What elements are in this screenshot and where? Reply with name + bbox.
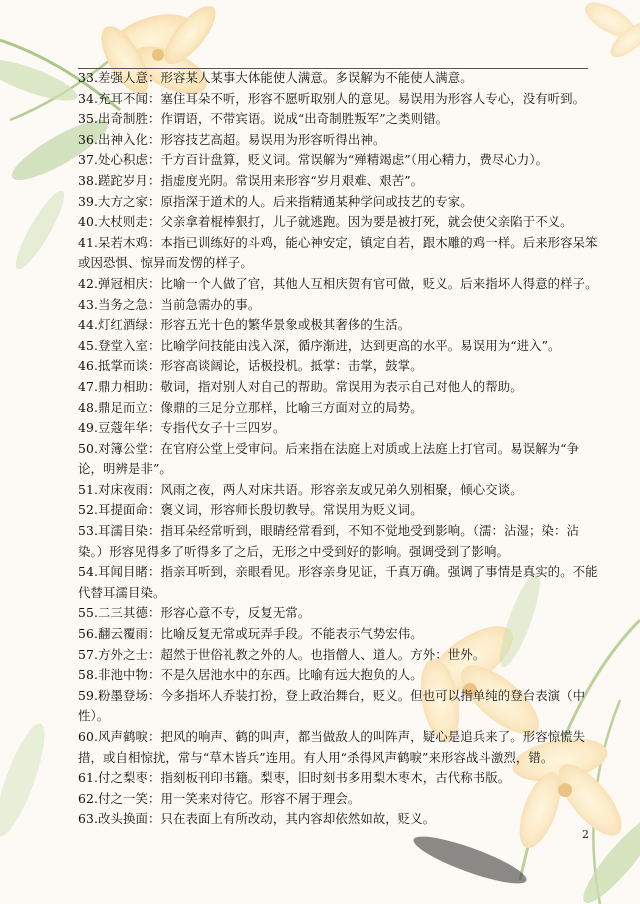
entry-term: 鼎力相助 <box>98 378 148 394</box>
entry-term: 当务之急 <box>98 296 148 312</box>
entry-term: 二三其德 <box>98 605 148 621</box>
entry-number: 38. <box>78 172 99 188</box>
idiom-entry <box>78 480 598 501</box>
entry-term: 登堂入室 <box>98 337 148 353</box>
entry-definition: ：形容技艺高超。易误用为形容听得出神。 <box>147 131 386 147</box>
entry-number: 41. <box>78 234 99 250</box>
entry-definition: ：超然于世俗礼教之外的人。也指僧人、道人。方外：世外。 <box>147 646 486 662</box>
entry-number: 53. <box>78 523 99 539</box>
entry-number: 47. <box>78 378 99 394</box>
entry-definition: ：指亲耳听到，亲眼看见。形容亲身见证，千真万确。强调了事情是真实的。不能代替耳濡目染。 <box>78 564 598 600</box>
idiom-entry <box>78 377 598 398</box>
idiom-entry <box>78 439 598 480</box>
entry-definition: ：千方百计盘算，贬义词。常误解为“殚精竭虑”（用心精力，费尽心力）。 <box>147 152 549 168</box>
entry-number: 34. <box>78 90 99 106</box>
entry-term: 耳闻目睹 <box>98 564 148 580</box>
entry-term: 耳濡目染 <box>98 523 148 539</box>
entry-number: 36. <box>78 131 99 147</box>
entry-term: 改头换面 <box>98 811 148 827</box>
entry-definition: ：本指已训练好的斗鸡，能心神安定，镇定自若，跟木雕的鸡一样。后来形容呆笨或因恐惧、惊异而发愣的样子。 <box>78 234 598 271</box>
entry-number: 42. <box>78 275 99 291</box>
entry-term: 风声鹤唳 <box>98 729 148 744</box>
entry-number: 52. <box>78 502 99 518</box>
entry-number: 33. <box>78 70 99 85</box>
entry-term: 付之梨枣 <box>98 770 148 786</box>
entry-definition: ：比喻反复无常或玩弄手段。不能表示气势宏伟。 <box>147 626 423 642</box>
idiom-entry <box>78 521 598 562</box>
entry-number: 40. <box>78 214 99 230</box>
entry-definition: ：父亲拿着棍棒狠打，儿子就逃跑。因为要是被打死，就会使父亲陷于不义。 <box>147 214 573 230</box>
entry-definition: ：今多指坏人乔装打扮，登上政治舞台，贬义。但也可以指单纯的登台表演（中性）。 <box>78 687 586 724</box>
entry-number: 57. <box>78 646 99 662</box>
entry-definition: ：塞住耳朵不听，形容不愿听取别人的意见。易误用为形容人专心，没有听到。 <box>147 90 586 106</box>
entry-term: 耳提面命 <box>98 502 148 518</box>
entry-number: 48. <box>78 399 99 415</box>
entry-number: 62. <box>78 790 99 806</box>
entry-definition: ：指耳朵经常听到，眼睛经常看到，不知不觉地受到影响。（濡：沾湿；染：沾染。）形容见得多了听得多了之后，无形之中受到好的影响。强调受到了影响。 <box>78 523 579 559</box>
idiom-entry <box>78 192 598 213</box>
entry-number: 49. <box>78 420 99 436</box>
entry-definition: ：褒义词，形容师长殷切教导。常误用为贬义词。 <box>147 502 423 518</box>
entry-definition: ：风雨之夜，两人对床共语。形容亲友或兄弟久别相聚，倾心交谈。 <box>147 481 523 497</box>
entry-definition: ：不是久居池水中的东西。比喻有远大抱负的人。 <box>147 667 423 683</box>
entry-term: 对簿公堂 <box>98 440 148 456</box>
entry-definition: ：敬词，指对别人对自己的帮助。常误用为表示自己对他人的帮助。 <box>147 378 523 394</box>
entry-term: 差强人意 <box>98 70 148 85</box>
entry-number: 39. <box>78 193 99 209</box>
idiom-entry <box>78 789 598 810</box>
entry-term: 蹉跎岁月 <box>98 172 148 188</box>
entry-number: 56. <box>78 626 99 642</box>
entry-term: 呆若木鸡 <box>98 234 148 250</box>
idiom-entry <box>78 336 598 357</box>
entry-number: 51. <box>78 481 99 497</box>
entry-number: 61. <box>78 770 99 786</box>
entry-definition: ：指虚度光阴。常误用来形容“岁月艰难、艰苦”。 <box>147 172 424 188</box>
idiom-entry <box>78 418 598 439</box>
idiom-entry <box>78 150 598 171</box>
idiom-entry <box>78 727 598 768</box>
entry-number: 46. <box>78 358 99 374</box>
entry-term: 弹冠相庆 <box>98 275 148 291</box>
idiom-entry <box>78 68 598 89</box>
idiom-entry <box>78 171 598 192</box>
entry-number: 55. <box>78 605 99 621</box>
idiom-entry <box>78 645 598 666</box>
idiom-entry <box>78 500 598 521</box>
entry-number: 44. <box>78 317 99 333</box>
entry-term: 非池中物 <box>98 667 148 683</box>
entry-term: 鼎足而立 <box>98 399 148 415</box>
entry-term: 豆蔻年华 <box>98 420 148 436</box>
entry-definition: ：形容某人某事大体能使人满意。多误解为不能使人满意。 <box>147 70 473 85</box>
entry-definition: ：用一笑来对待它。形容不屑于理会。 <box>147 790 361 806</box>
idiom-entry <box>78 89 598 110</box>
entry-definition: ：在官府公堂上受审问。后来指在法庭上对质或上法庭上打官司。易误解为“争论，明辨是非”。 <box>78 440 580 477</box>
entry-definition: ：形容高谈阔论，话极投机。抵掌：击掌，鼓掌。 <box>147 358 423 374</box>
idiom-entry <box>78 686 598 727</box>
entry-term: 翻云覆雨 <box>98 626 148 642</box>
idiom-list <box>78 68 598 830</box>
entry-number: 60. <box>78 729 99 744</box>
entry-number: 35. <box>78 111 99 127</box>
entry-definition: ：形容心意不专，反复无常。 <box>147 605 311 621</box>
entry-term: 充耳不闻 <box>98 90 148 106</box>
entry-number: 58. <box>78 667 99 683</box>
entry-definition: ：原指深于道术的人。后来指精通某种学问或技艺的专家。 <box>147 193 473 209</box>
idiom-entry <box>78 130 598 151</box>
entry-term: 出神入化 <box>98 131 148 147</box>
entry-term: 抵掌而谈 <box>98 358 148 374</box>
entry-definition: ：当前急需办的事。 <box>147 296 261 312</box>
idiom-entry <box>78 562 598 603</box>
entry-number: 43. <box>78 296 99 312</box>
entry-term: 粉墨登场 <box>98 687 148 703</box>
entry-term: 出奇制胜 <box>98 111 148 127</box>
entry-definition: ：把风的响声、鹤的叫声，都当做敌人的叫阵声，疑心是追兵来了。形容惊慌失措，或自相惊扰，常与“草木皆兵”连用。有人用“杀得风声鹤唳”来形容战斗激烈，错。 <box>78 729 586 765</box>
entry-number: 59. <box>78 687 99 703</box>
entry-definition: ：像鼎的三足分立那样，比喻三方面对立的局势。 <box>147 399 423 415</box>
entry-term: 付之一笑 <box>98 790 148 806</box>
entry-term: 大杖则走 <box>98 214 148 230</box>
entry-definition: ：比喻一个人做了官，其他人互相庆贺有官可做，贬义。后来指坏人得意的样子。 <box>147 275 598 291</box>
idiom-entry <box>78 315 598 336</box>
idiom-entry <box>78 274 598 295</box>
entry-term: 灯红酒绿 <box>98 317 148 333</box>
entry-term: 方外之士 <box>98 646 148 662</box>
entry-definition: ：形容五光十色的繁华景象或极其奢侈的生活。 <box>147 317 411 333</box>
idiom-entry <box>78 233 598 274</box>
idiom-entry <box>78 109 598 130</box>
idiom-entry <box>78 768 598 789</box>
entry-definition: ：只在表面上有所改动，其内容却依然如故，贬义。 <box>147 811 436 827</box>
idiom-entry <box>78 398 598 419</box>
entry-number: 63. <box>78 811 99 827</box>
idiom-entry <box>78 212 598 233</box>
idiom-entry <box>78 295 598 316</box>
entry-number: 54. <box>78 564 99 580</box>
entry-term: 处心积虑 <box>98 152 148 168</box>
entry-term: 对床夜雨 <box>98 481 148 497</box>
idiom-entry <box>78 624 598 645</box>
entry-definition: ：比喻学问技能由浅入深，循序渐进，达到更高的水平。易误用为“进入”。 <box>147 337 561 353</box>
idiom-entry <box>78 809 598 830</box>
idiom-entry <box>78 665 598 686</box>
entry-definition: ：专指代女子十三四岁。 <box>147 420 286 436</box>
entry-definition: ：作谓语，不带宾语。说成“出奇制胜叛军”之类则错。 <box>147 111 449 127</box>
entry-term: 大方之家 <box>98 193 148 209</box>
entry-number: 45. <box>78 337 99 353</box>
page-number: 2 <box>582 828 589 841</box>
entry-number: 50. <box>78 440 99 456</box>
entry-definition: ：指刻板刊印书籍。梨枣，旧时刻书多用梨木枣木，古代称书版。 <box>147 770 511 786</box>
idiom-entry <box>78 356 598 377</box>
entry-number: 37. <box>78 152 99 168</box>
idiom-entry <box>78 603 598 624</box>
